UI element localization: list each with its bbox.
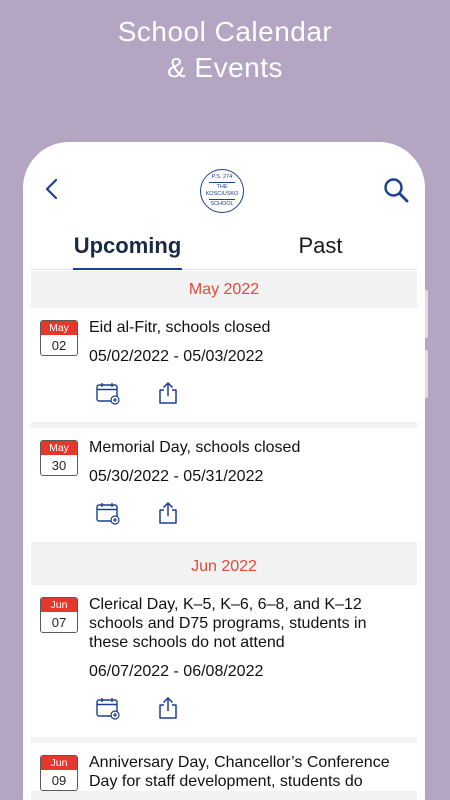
logo-divider — [209, 182, 235, 183]
date-badge — [40, 440, 78, 476]
event-title: Eid al-Fitr, schools closed — [89, 319, 271, 336]
add-to-calendar-icon[interactable] — [95, 380, 121, 406]
logo-text-2: THE KOSCIUSKO — [205, 184, 239, 197]
tab-bar — [31, 222, 417, 270]
date-badge-day: 09 — [51, 773, 67, 788]
date-badge-day: 30 — [51, 458, 67, 473]
tab-past[interactable]: Past — [298, 232, 343, 258]
event-dates: 06/07/2022 - 06/08/2022 — [89, 663, 264, 680]
add-to-calendar-icon[interactable] — [95, 500, 121, 526]
promo-title — [0, 14, 450, 86]
event-actions — [95, 486, 417, 542]
event-title: Memorial Day, schools closed — [89, 439, 301, 456]
logo-text-3: SCHOOL — [210, 200, 234, 207]
event-card[interactable] — [31, 585, 417, 737]
event-list[interactable] — [31, 271, 417, 800]
tab-upcoming[interactable]: Upcoming — [31, 222, 224, 269]
date-badge — [40, 755, 78, 791]
date-badge-month: Jun — [41, 598, 77, 612]
date-badge — [40, 320, 78, 356]
event-card[interactable] — [31, 428, 417, 542]
promo-title-line-2: & Events — [166, 52, 284, 83]
logo-text-1: P.S. 274 — [211, 174, 233, 181]
search-icon[interactable] — [381, 175, 411, 205]
event-card[interactable] — [31, 308, 417, 422]
share-icon[interactable] — [155, 695, 181, 721]
month-header: May 2022 — [31, 271, 417, 308]
event-actions — [95, 681, 417, 737]
date-badge-month: Jun — [41, 756, 77, 770]
promo-title-line-1: School Calendar — [117, 16, 333, 47]
back-chevron-icon[interactable] — [39, 175, 67, 203]
school-logo — [200, 169, 244, 213]
month-header: Jun 2022 — [31, 548, 417, 585]
date-badge-day: 02 — [51, 338, 67, 353]
event-dates: 05/02/2022 - 05/03/2022 — [89, 348, 264, 365]
phone-screen — [23, 142, 425, 800]
event-actions — [95, 366, 417, 422]
event-dates: 05/30/2022 - 05/31/2022 — [89, 468, 264, 485]
date-badge-month: May — [41, 321, 77, 335]
share-icon[interactable] — [155, 380, 181, 406]
app-header — [23, 142, 425, 270]
add-to-calendar-icon[interactable] — [95, 695, 121, 721]
event-title: Clerical Day, K–5, K–6, 6–8, and K–12 schools and D75 programs, students in these schools do not attend — [89, 596, 367, 651]
date-badge-month: May — [41, 441, 77, 455]
event-title: Anniversary Day, Chancellor’s Conference Day for staff development, students do — [89, 754, 390, 790]
event-card[interactable] — [31, 743, 417, 791]
date-badge — [40, 597, 78, 633]
share-icon[interactable] — [155, 500, 181, 526]
date-badge-day: 07 — [51, 615, 67, 630]
logo-divider — [209, 199, 235, 200]
